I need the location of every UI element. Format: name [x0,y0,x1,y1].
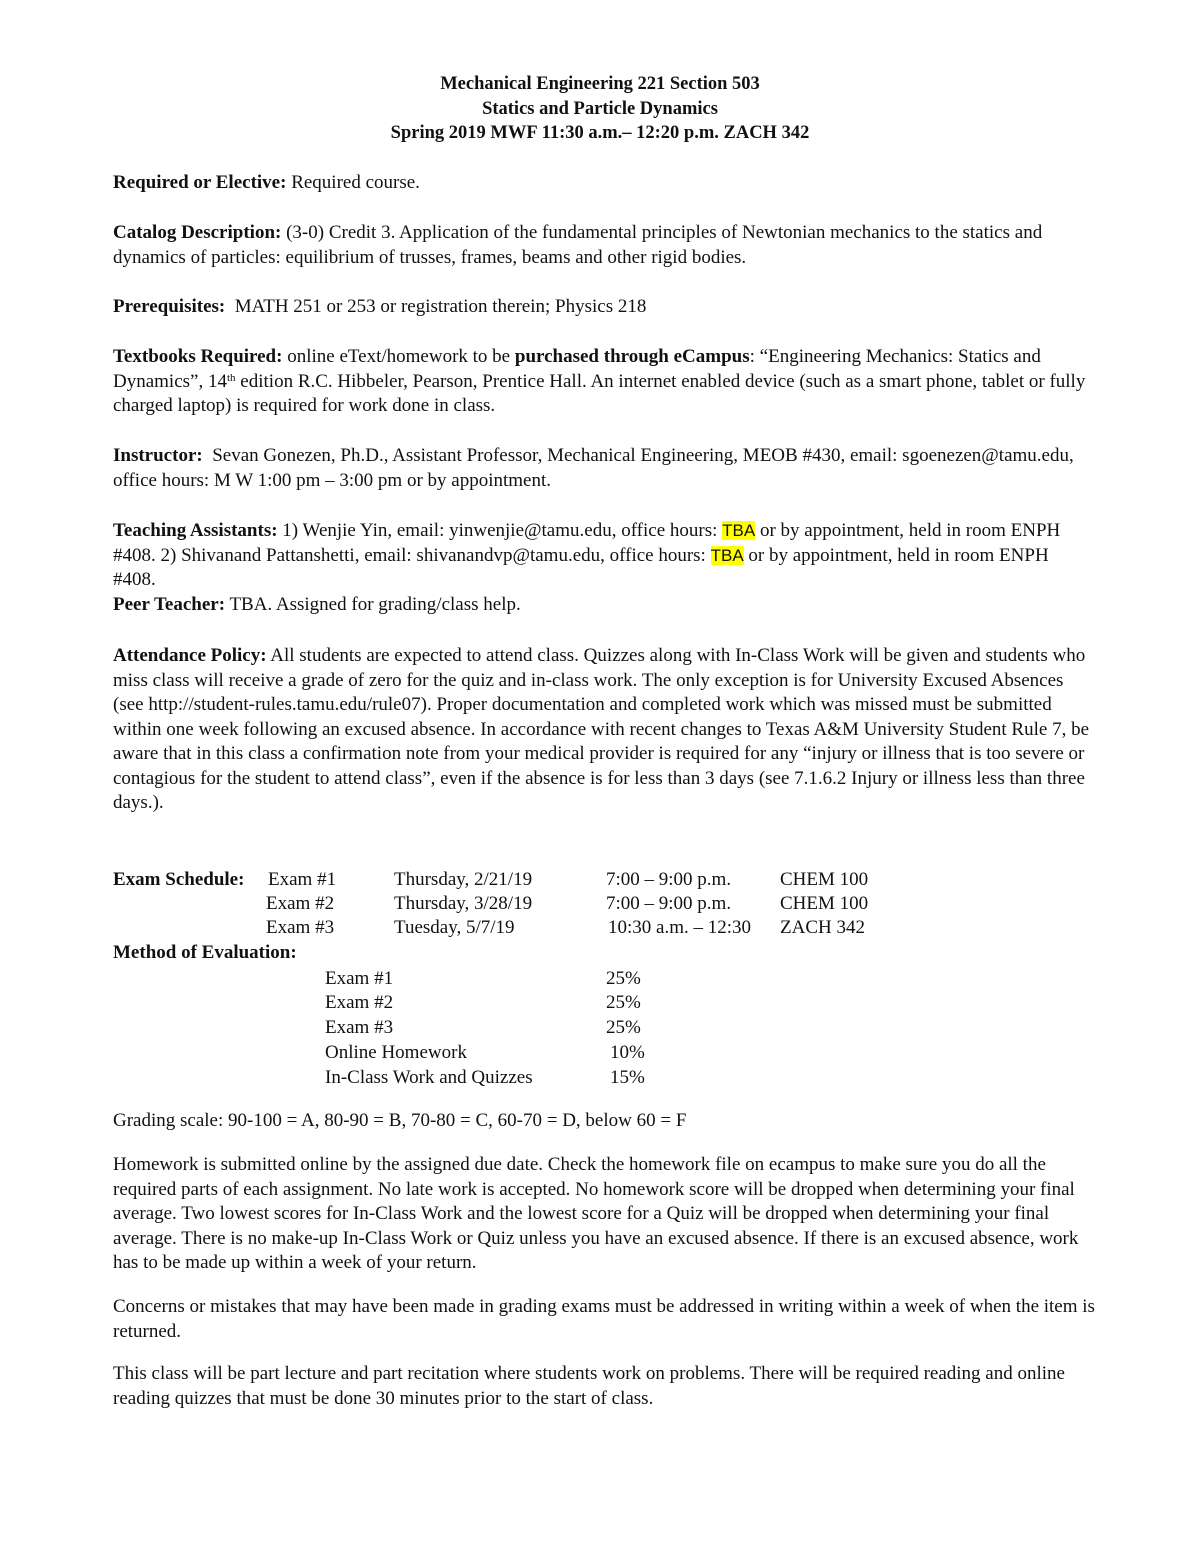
evaluation-weight: 15% [610,1067,645,1088]
class-format: This class will be part lecture and part recitation where students work on problems. There will be required reading and online reading quizzes that must be done 30 minutes prior to the start of class. [113,1363,1065,1409]
exam-day: Thursday, 3/28/19 [394,893,533,914]
catalog-section [113,221,1095,270]
ta-section [113,519,1095,617]
required-label: Required or Elective: [113,172,287,193]
course-title: Mechanical Engineering 221 Section 503 [440,74,760,94]
instructor-label: Instructor: [113,445,203,466]
prereq-section [113,295,1095,320]
ta-tba-highlight-1: TBA [722,521,756,540]
evaluation-weight: 10% [610,1042,645,1063]
exam-room: CHEM 100 [780,869,869,890]
grading-scale: Grading scale: 90-100 = A, 80-90 = B, 70-80 = C, 60-70 = D, below 60 = F [113,1110,687,1131]
attendance-label: Attendance Policy: [113,645,267,666]
exam-name: Exam #3 [266,917,335,938]
evaluation-item: Exam #3 [325,1017,394,1038]
peer-label: Peer Teacher: [113,593,226,615]
exam-day: Tuesday, 5/7/19 [394,917,515,938]
concerns-policy: Concerns or mistakes that may have been made in grading exams must be addressed in writing within a week of when the item is returned. [113,1296,1095,1342]
instructor-text: Sevan Gonezen, Ph.D., Assistant Professor, Mechanical Engineering, MEOB #430, email: sgoenezen@tamu.edu, office hours: M W 1:00 pm – 3:00 pm or by appointment. [113,445,1079,491]
ta-text-b: or by appointment, held in room ENPH #408. 2) Shivanand Pattanshetti, email: shivanandvp@tamu.edu, office hours: [113,520,1061,566]
textbooks-section [113,345,1095,419]
exam-room: ZACH 342 [780,917,865,938]
evaluation-item: In-Class Work and Quizzes [325,1067,533,1088]
peer-text: TBA. Assigned for grading/class help. [225,593,521,615]
ta-tba-highlight-2: TBA [710,545,744,565]
evaluation-weight: 25% [606,968,641,989]
attendance-section [113,644,1095,816]
catalog-text: (3-0) Credit 3. Application of the fundamental principles of Newtonian mechanics to the statics and dynamics of particles: equilibrium of trusses, frames, beams and other rigid bodies. [113,222,1043,268]
homework-policy: Homework is submitted online by the assigned due date. Check the homework file on ecampus to make sure you do all the required parts of each assignment. No late work is accepted. No homework score will be dropped when determining your final average. Two lowest scores for In-Class Work and the lowest score for a Quiz will be dropped when determining your final average. There is no make-up In-Class Work or Quiz unless you have an excused absence. If there is an excused absence, work has to be made up within a week of your return. [113,1154,1079,1273]
prereq-label: Prerequisites: [113,296,226,317]
evaluation-item: Exam #1 [325,968,394,989]
exam-time: 10:30 a.m. – 12:30 [608,917,752,938]
catalog-label: Catalog Description: [113,222,282,243]
evaluation-item: Exam #2 [325,992,394,1013]
exam-time: 7:00 – 9:00 p.m. [606,869,732,890]
exam-time: 7:00 – 9:00 p.m. [606,893,732,914]
ta-label: Teaching Assistants: [113,520,278,541]
course-header [0,72,1200,146]
required-text: Required course. [286,172,420,193]
prereq-text: MATH 251 or 253 or registration therein; Physics 218 [225,296,647,317]
exam-day: Thursday, 2/21/19 [394,869,533,890]
textbooks-purchase: purchased through eCampus [514,346,750,367]
textbooks-label: Textbooks Required: [113,346,283,367]
evaluation-label: Method of Evaluation: [113,942,297,963]
course-subtitle: Statics and Particle Dynamics [482,98,718,119]
attendance-text: All students are expected to attend class. Quizzes along with In-Class Work will be given and students who miss class will receive a grade of zero for the quiz and in-class work. The only exception is for University Excused Absences (see http://student-rules.tamu.edu/rule07). Proper documentation and completed work which was missed must be submitted within one week following an excused absence. In accordance with recent changes to Texas A&M University Student Rule 7, be aware that in this class a confirmation note from your medical provider is required for any “injury or illness that is too severe or contagious for the student to attend class”, even if the absence is for less than 3 days (see 7.1.6.2 Injury or illness less than three days.). [113,645,1090,813]
required-section [113,171,1095,196]
exam-room: CHEM 100 [780,893,869,914]
exam-schedule-label: Exam Schedule: [113,869,245,890]
evaluation-item: Online Homework [325,1042,467,1063]
course-schedule: Spring 2019 MWF 11:30 a.m.– 12:20 p.m. ZACH 342 [390,123,810,143]
textbooks-text-d: edition R.C. Hibbeler, Pearson, Prentice Hall. An internet enabled device (such as a smart phone, tablet or fully charged laptop) is required for work done in class. [113,370,1086,416]
evaluation-weight: 25% [606,992,641,1013]
exam-name: Exam #2 [266,893,335,914]
textbooks-text-a: online eText/homework to be [282,346,515,367]
ta-text-a: 1) Wenjie Yin, email: yinwenjie@tamu.edu, office hours: [277,520,723,541]
evaluation-weight: 25% [606,1017,641,1038]
exam-name: Exam #1 [268,869,337,890]
ta-text-c: or by appointment, held in room ENPH #408. [113,544,1049,590]
textbooks-text-c: : “Engineering Mechanics: Statics and Dynamics”, 14 [113,346,1041,392]
edition-superscript: th [226,371,236,384]
instructor-section [113,444,1095,493]
